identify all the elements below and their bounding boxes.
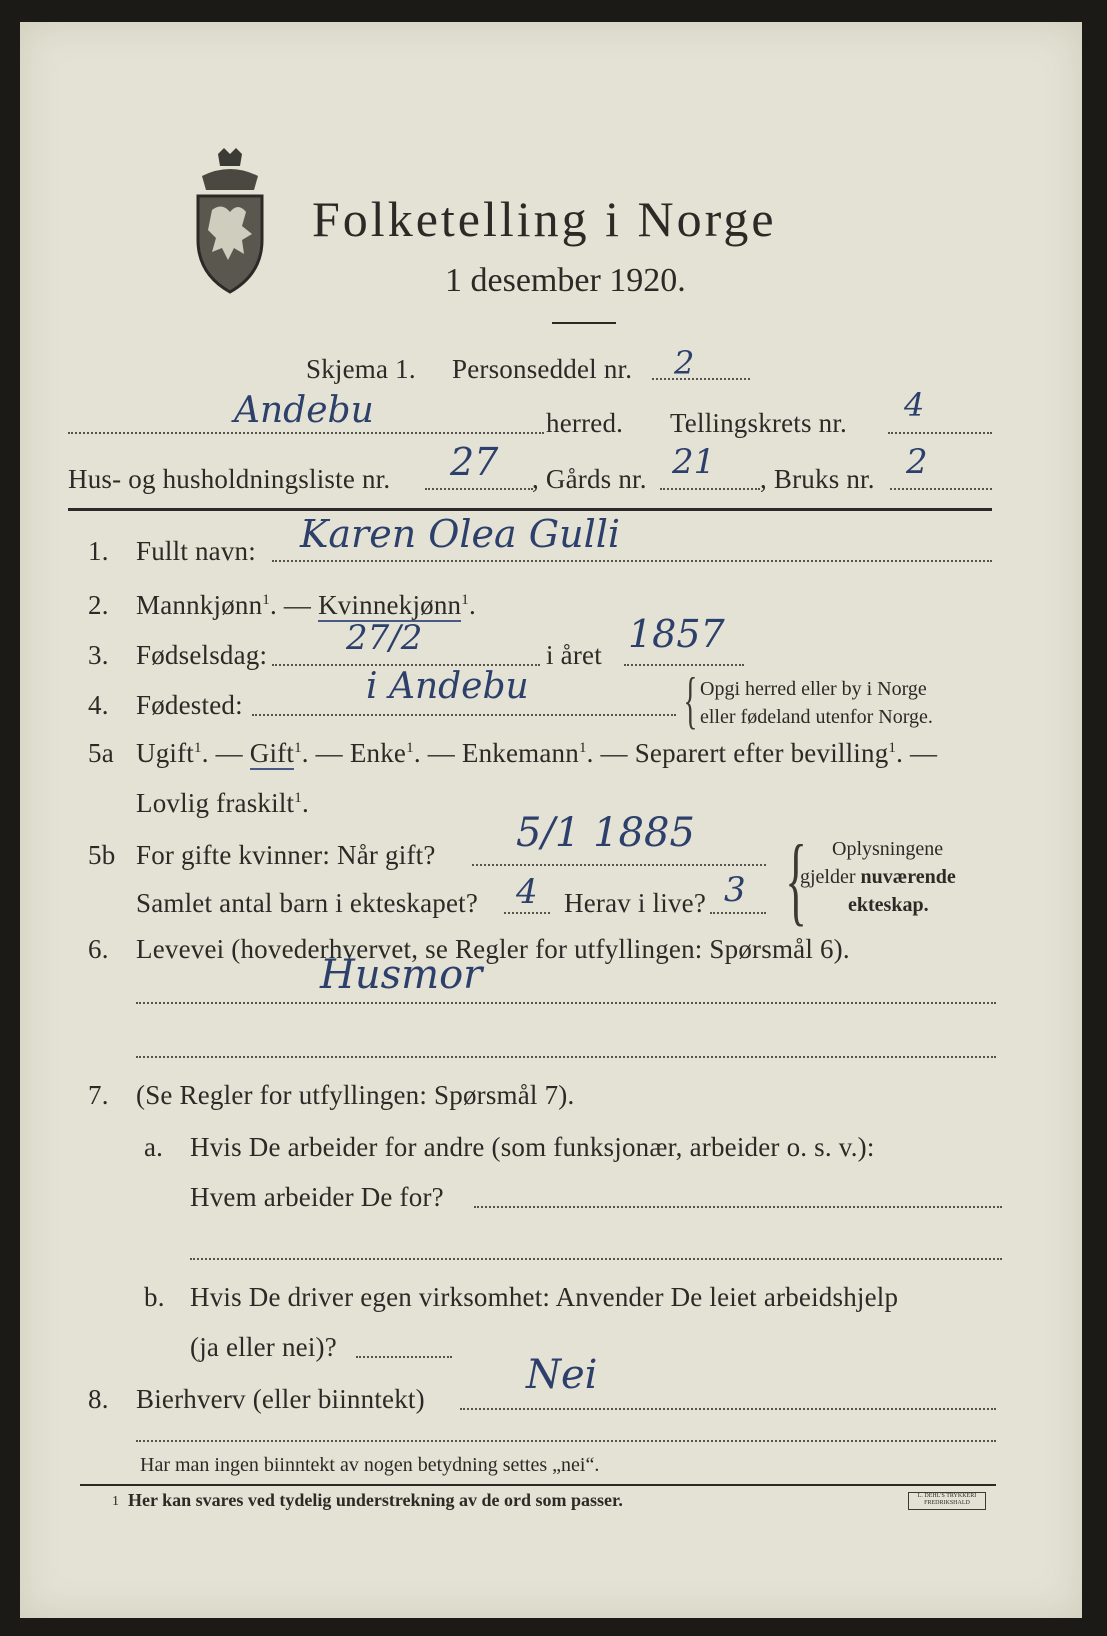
form-title: Folketelling i Norge: [312, 191, 777, 247]
marital-lovlig: Lovlig fraskilt$^1$.: [136, 788, 309, 818]
printer-stamp: L. DEHL'S TRYKKERI FREDRIKSHALD: [908, 1492, 986, 1510]
q7a-question: Hvem arbeider De for?: [190, 1182, 444, 1212]
birthdate-value: 27/2: [346, 618, 423, 658]
tellingskrets-field[interactable]: [888, 432, 992, 434]
q4-note-line1: Opgi herred eller by i Norge: [700, 678, 927, 700]
marital-enke[interactable]: Enke: [349, 738, 407, 768]
coat-of-arms-icon: [188, 146, 272, 296]
occupation-value: Husmor: [320, 952, 483, 998]
q7a-number: a.: [144, 1132, 164, 1162]
q6-label: Levevei (hovederhvervet, se Regler for utfyllingen: Spørsmål 6).: [136, 934, 850, 964]
q7b-question: (ja eller nei)?: [190, 1332, 337, 1362]
marriage-date-field[interactable]: [472, 864, 766, 866]
alive-label: Herav i live?: [564, 888, 707, 918]
marital-separert[interactable]: Separert efter bevilling: [634, 738, 889, 768]
q8-note: Har man ingen biinntekt av nogen betydning settes „nei“.: [140, 1454, 600, 1476]
husliste-value: 27: [450, 440, 499, 484]
q5b-number: 5b: [88, 840, 116, 870]
alive-value: 3: [724, 870, 746, 910]
birth-year-value: 1857: [628, 612, 725, 656]
employer-field-2[interactable]: [190, 1258, 1002, 1260]
herred-label: herred.: [546, 408, 624, 438]
q7b-text: Hvis De driver egen virksomhet: Anvender De leiet arbeidshjelp: [190, 1282, 899, 1312]
header-divider: [68, 508, 992, 511]
q3-label: Fødselsdag:: [136, 640, 268, 670]
side-income-field[interactable]: [460, 1408, 996, 1410]
gards-label: , Gårds nr.: [532, 464, 647, 494]
full-name-field[interactable]: [272, 560, 992, 562]
marital-lovlig-fraskilt[interactable]: Lovlig fraskilt: [136, 788, 295, 818]
q7a-text: Hvis De arbeider for andre (som funksjonær, arbeider o. s. v.):: [190, 1132, 875, 1162]
gards-field[interactable]: [660, 488, 760, 490]
q4-number: 4.: [88, 690, 109, 720]
employer-field-1[interactable]: [474, 1206, 1002, 1208]
personseddel-field[interactable]: [652, 378, 750, 380]
marital-gift[interactable]: Gift: [249, 738, 295, 768]
census-form-page: [20, 22, 1082, 1618]
children-value: 4: [516, 872, 538, 912]
husliste-label: Hus- og husholdningsliste nr.: [68, 464, 391, 494]
q2-number: 2.: [88, 590, 109, 620]
q5a-number: 5a: [88, 738, 114, 768]
bruks-value: 2: [906, 442, 928, 482]
gender-options: Mannkjønn$^1$. — Kvinnekjønn$^1$.: [136, 590, 476, 620]
form-date: 1 desember 1920.: [445, 262, 686, 299]
marital-ugift[interactable]: Ugift: [136, 738, 194, 768]
personseddel-value: 2: [674, 344, 695, 382]
q3-number: 3.: [88, 640, 109, 670]
q4-note-brace: {: [683, 664, 698, 735]
birth-year-label: i året: [546, 640, 602, 670]
husliste-field[interactable]: [425, 488, 533, 490]
alive-field[interactable]: [710, 912, 766, 914]
q7-number: 7.: [88, 1080, 109, 1110]
q5b-note-brace: {: [785, 824, 807, 935]
occupation-field-1[interactable]: [136, 1002, 996, 1004]
gender-female-option[interactable]: Kvinnekjønn: [318, 590, 462, 620]
q5b-note-line2: gjelder nuværende: [800, 866, 956, 888]
q8-label: Bierhverv (eller biinntekt): [136, 1384, 425, 1414]
title-divider: [552, 322, 616, 324]
bruks-field[interactable]: [890, 488, 992, 490]
bruks-label: , Bruks nr.: [760, 464, 875, 494]
q5b-note-line1: Oplysningene: [832, 838, 944, 860]
q7-label: (Se Regler for utfyllingen: Spørsmål 7).: [136, 1080, 575, 1110]
gards-value: 21: [672, 442, 716, 482]
q6-number: 6.: [88, 934, 109, 964]
q1-number: 1.: [88, 536, 109, 566]
skjema-label: Skjema 1.: [306, 354, 416, 384]
herred-value: Andebu: [234, 390, 374, 431]
side-income-value: Nei: [526, 1352, 598, 1398]
side-income-field-2[interactable]: [136, 1440, 996, 1442]
herred-field[interactable]: [68, 432, 544, 434]
marriage-date-value: 5/1 1885: [516, 810, 695, 856]
marital-options: Ugift$^1$. — Gift$^1$. — Enke$^1$. — Enkemann$^1$. — Separert efter bevilling$^1$. —: [136, 738, 938, 768]
q1-label: Fullt navn:: [136, 536, 256, 566]
marital-enkemann[interactable]: Enkemann: [461, 738, 579, 768]
footnote-mark: 1: [112, 1494, 119, 1509]
q4-label: Fødested:: [136, 690, 243, 720]
q4-note-line2: eller fødeland utenfor Norge.: [700, 706, 933, 728]
children-field[interactable]: [504, 912, 550, 914]
footer-divider: [80, 1484, 996, 1486]
q5b-label: For gifte kvinner: Når gift?: [136, 840, 436, 870]
hired-help-field[interactable]: [356, 1356, 452, 1358]
occupation-field-2[interactable]: [136, 1056, 996, 1058]
tellingskrets-value: 4: [904, 386, 925, 424]
q8-number: 8.: [88, 1384, 109, 1414]
tellingskrets-label: Tellingskrets nr.: [670, 408, 847, 438]
gender-male-option[interactable]: Mannkjønn: [136, 590, 263, 620]
q5b-note-line3: ekteskap.: [848, 894, 929, 916]
children-label: Samlet antal barn i ekteskapet?: [136, 888, 479, 918]
footnote-text: Her kan svares ved tydelig understrekning av de ord som passer.: [128, 1490, 623, 1510]
personseddel-label: Personseddel nr.: [452, 354, 633, 384]
q7b-number: b.: [144, 1282, 165, 1312]
birthplace-field[interactable]: [252, 714, 676, 716]
full-name-value: Karen Olea Gulli: [300, 512, 621, 556]
birthplace-value: i Andebu: [366, 666, 529, 707]
